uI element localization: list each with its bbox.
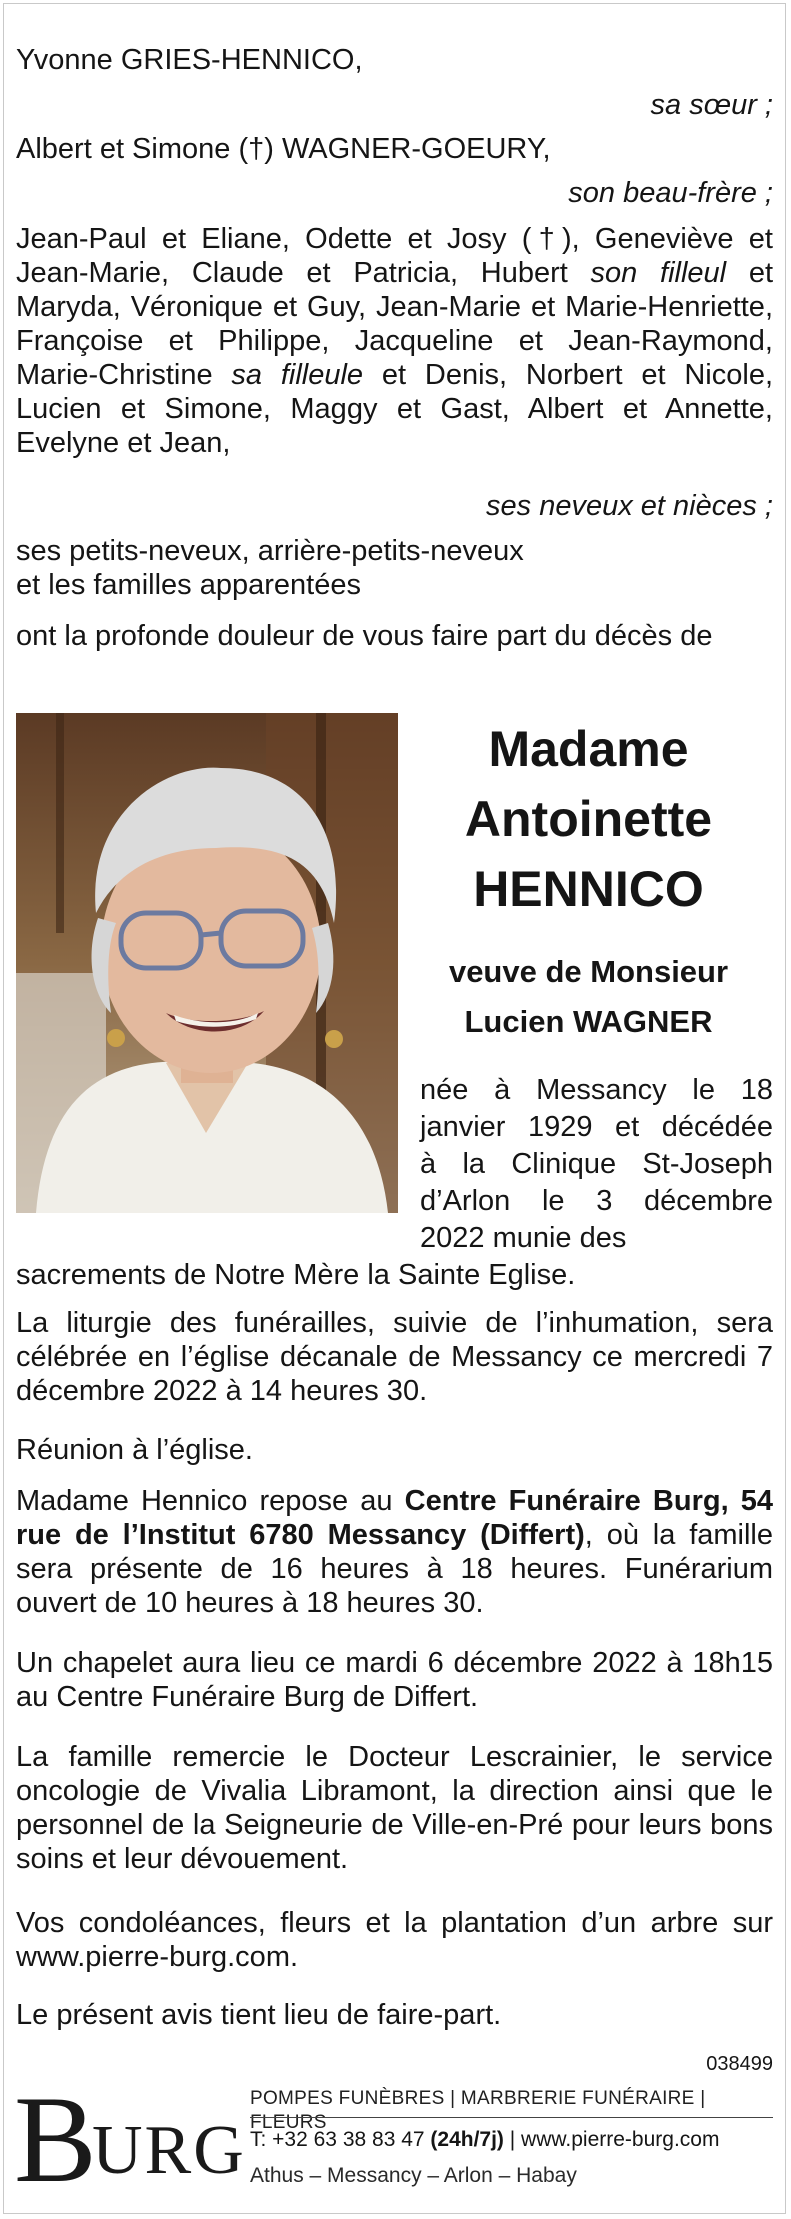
nephews-list <box>16 222 773 460</box>
goddaughter-label: sa filleule <box>231 359 364 391</box>
bio-line-3: à la Clinique St-Joseph <box>420 1148 773 1180</box>
nephews-text-3: et Denis, Norbert et Nicole, Lucien et Simone, Maggy et Gast, Albert et Annette, Evelyne et Jean, <box>16 359 774 459</box>
bio-line-4: d’Arlon le 3 décembre <box>420 1185 773 1217</box>
reference-number: 038499 <box>706 2053 773 2075</box>
widow-line-1 <box>404 947 773 997</box>
condolences: Vos condoléances, fleurs et la plantation d’un arbre sur www.pierre-burg.com. <box>16 1907 773 1973</box>
bio-line-5: 2022 munie des <box>420 1222 627 1254</box>
last-name-text: HENNICO <box>473 861 704 917</box>
bio-line-6: sacrements de Notre Mère la Sainte Eglise. <box>16 1259 576 1291</box>
liturgy: La liturgie des funérailles, suivie de l’inhumation, sera célébrée en l’église décanale de Messancy ce mercredi 7 décembre 2022 à 14 heures 30. <box>16 1307 773 1407</box>
widow-text-1: veuve de Monsieur <box>448 954 729 989</box>
website: | www.pierre-burg.com <box>503 2128 720 2151</box>
footer-divider <box>250 2117 773 2118</box>
bio-line-2: janvier 1929 et décédée <box>420 1111 773 1143</box>
widow-line-2 <box>404 997 773 1047</box>
brotherinlaw-name: Albert et Simone (†) WAGNER-GOEURY, <box>16 133 551 165</box>
nephews-role: ses neveux et nièces ; <box>486 490 773 522</box>
thanks: La famille remercie le Docteur Lescrainier, le service oncologie de Vivalia Libramont, la direction ainsi que le personnel de la Seigneurie de Ville-en-Pré pour leurs bons soins et leur dévouement. <box>16 1741 773 1875</box>
burg-logo-b: B <box>14 2071 97 2208</box>
burg-logo-urg: URG <box>92 2112 246 2189</box>
towns-list: Athus – Messancy – Arlon – Habay <box>250 2164 577 2187</box>
contact-line <box>250 2126 773 2154</box>
nephews-text-1: Jean-Paul et Eliane, Odette et Josy (†), Geneviève et Jean-Marie, Claude et Patricia, Hubert <box>16 223 773 289</box>
grandnephews-line-2: et les familles apparentées <box>16 569 361 601</box>
first-name-text: Antoinette <box>464 791 713 847</box>
grandnephews-line-1: ses petits-neveux, arrière-petits-neveux <box>16 535 524 567</box>
deceased-first-name <box>404 784 773 854</box>
title-text: Madame <box>488 721 689 777</box>
brotherinlaw-role: son beau-frère ; <box>568 177 773 209</box>
announcement: ont la profonde douleur de vous faire part du décès de <box>16 620 713 652</box>
notice-statement: Le présent avis tient lieu de faire-part. <box>16 1999 502 2031</box>
phone-hours: (24h/7j) <box>430 2128 504 2151</box>
rest-place <box>16 1484 773 1620</box>
sister-role: sa sœur ; <box>650 89 773 121</box>
rest-address: Centre Funéraire Burg, 54 rue de l’Institut 6780 Messancy (Differt) <box>16 1485 774 1551</box>
rosary: Un chapelet aura lieu ce mardi 6 décembre 2022 à 18h15 au Centre Funéraire Burg de Differt. <box>16 1647 773 1713</box>
bio-line-1: née à Messancy le 18 <box>420 1074 773 1106</box>
deceased-last-name <box>404 854 773 924</box>
rest-outro: , où la famille sera présente de 16 heures à 18 heures. Funérarium ouvert de 10 heures à 18 heures 30. <box>16 1519 774 1619</box>
sister-name: Yvonne GRIES-HENNICO, <box>16 44 363 76</box>
phone: T: +32 63 38 83 47 <box>250 2128 431 2151</box>
portrait-photo <box>16 713 398 1213</box>
portrait-illustration <box>16 713 398 1213</box>
meeting: Réunion à l’église. <box>16 1434 253 1466</box>
deceased-title <box>404 714 773 784</box>
rest-intro: Madame Hennico repose au <box>16 1485 393 1517</box>
widow-text-2: Lucien WAGNER <box>464 1004 713 1039</box>
nephews-text-2: et Maryda, Véronique et Guy, Jean-Marie et Marie-Henriette, Françoise et Philippe, Jacqueline et Jean-Raymond, Marie-Christine <box>16 257 774 391</box>
godson-label: son filleul <box>590 257 727 289</box>
funeral-services-tagline: POMPES FUNÈBRES | MARBRERIE FUNÉRAIRE | FLEURS <box>250 2088 706 2133</box>
